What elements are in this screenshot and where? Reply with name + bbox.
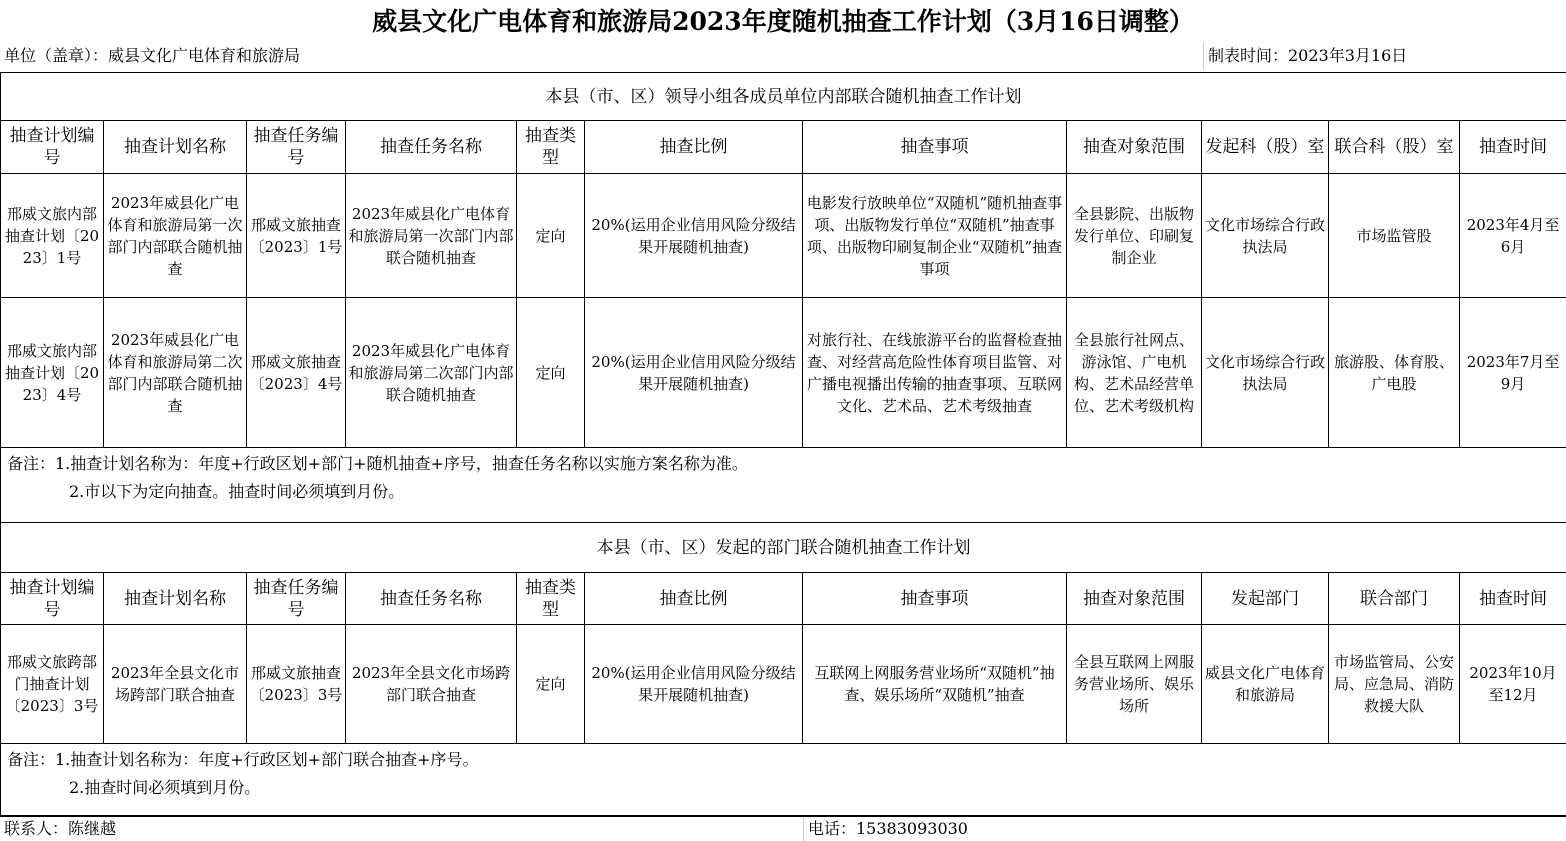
cell-scope: 全县互联网上网服务营业场所、娱乐场所 [1067,625,1202,744]
cell-plan-no: 邢威文旅内部抽查计划〔2023〕4号 [1,298,104,448]
cell-plan-no: 邢威文旅内部抽查计划〔2023〕1号 [1,174,104,298]
header-time: 抽查时间 [1460,573,1566,625]
section2-notes-row [1,744,1566,816]
header-task-name: 抽查任务名称 [346,573,517,625]
cell-time: 2023年10月至12月 [1460,625,1566,744]
section2-heading: 本县（市、区）发起的部门联合随机抽查工作计划 [1,523,1566,573]
cell-plan-no: 邢威文旅跨部门抽查计划〔2023〕3号 [1,625,104,744]
meta-row [0,40,1566,72]
cell-type: 定向 [517,298,585,448]
unit-label: 单位（盖章）：威县文化广电体育和旅游局 [4,40,300,72]
contact-person: 联系人：陈继越 [4,817,116,841]
section1-header-row [1,121,1566,174]
section1-table [0,72,1566,523]
section2-notes [1,744,1566,816]
table-row [1,625,1566,744]
cell-items: 电影发行放映单位“双随机”随机抽查事项、出版物发行单位“双随机”抽查事项、出版物印刷复制企业“双随机”抽查事项 [803,174,1067,298]
cell-type: 定向 [517,625,585,744]
header-joint: 联合部门 [1329,573,1460,625]
cell-ratio: 20%(运用企业信用风险分级结果开展随机抽查) [585,298,803,448]
cell-task-no: 邢威文旅抽查〔2023〕1号 [247,174,346,298]
cell-task-no: 邢威文旅抽查〔2023〕4号 [247,298,346,448]
cell-time: 2023年7月至9月 [1460,298,1566,448]
table-date: 制表时间：2023年3月16日 [1208,40,1407,72]
header-joint: 联合科（股）室 [1329,121,1460,174]
table-row [1,298,1566,448]
contact-phone: 电话：15383093030 [808,817,968,841]
cell-items: 互联网上网服务营业场所“双随机”抽查、娱乐场所“双随机”抽查 [803,625,1067,744]
cell-initiator: 文化市场综合行政执法局 [1202,298,1329,448]
cell-task-name: 2023年威县化广电体育和旅游局第二次部门内部联合随机抽查 [346,298,517,448]
header-initiator: 发起部门 [1202,573,1329,625]
header-scope: 抽查对象范围 [1067,121,1202,174]
cell-scope: 全县旅行社网点、游泳馆、广电机构、艺术品经营单位、艺术考级机构 [1067,298,1202,448]
cell-ratio: 20%(运用企业信用风险分级结果开展随机抽查) [585,174,803,298]
section1-note-2: 2.市以下为定向抽查。抽查时间必须填到月份。 [7,478,1560,506]
table-row [1,174,1566,298]
cell-items: 对旅行社、在线旅游平台的监督检查抽查、对经营高危险性体育项目监管、对广播电视播出传输的抽查事项、互联网文化、艺术品、艺术考级抽查 [803,298,1067,448]
cell-initiator: 文化市场综合行政执法局 [1202,174,1329,298]
header-scope: 抽查对象范围 [1067,573,1202,625]
section2-header-row [1,573,1566,625]
cell-type: 定向 [517,174,585,298]
header-plan-no: 抽查计划编号 [1,573,104,625]
header-initiator: 发起科（股）室 [1202,121,1329,174]
header-time: 抽查时间 [1460,121,1566,174]
cell-joint: 旅游股、体育股、广电股 [1329,298,1460,448]
cell-plan-name: 2023年威县化广电体育和旅游局第二次部门内部联合随机抽查 [104,298,247,448]
cell-task-no: 邢威文旅抽查〔2023〕3号 [247,625,346,744]
cell-time: 2023年4月至6月 [1460,174,1566,298]
section2-table [0,522,1566,816]
cell-ratio: 20%(运用企业信用风险分级结果开展随机抽查) [585,625,803,744]
section2-note-1: 备注：1.抽查计划名称为：年度+行政区划+部门联合抽查+序号。 [7,746,1560,774]
section2-note-2: 2.抽查时间必须填到月份。 [7,774,1560,802]
header-items: 抽查事项 [803,573,1067,625]
cell-scope: 全县影院、出版物发行单位、印刷复制企业 [1067,174,1202,298]
header-ratio: 抽查比例 [585,573,803,625]
header-plan-no: 抽查计划编号 [1,121,104,174]
cell-joint: 市场监管股 [1329,174,1460,298]
cell-task-name: 2023年威县化广电体育和旅游局第一次部门内部联合随机抽查 [346,174,517,298]
footer [0,816,1566,841]
header-type: 抽查类型 [517,573,585,625]
header-items: 抽查事项 [803,121,1067,174]
header-type: 抽查类型 [517,121,585,174]
cell-plan-name: 2023年全县文化市场跨部门联合抽查 [104,625,247,744]
cell-task-name: 2023年全县文化市场跨部门联合抽查 [346,625,517,744]
header-plan-name: 抽查计划名称 [104,121,247,174]
cell-joint: 市场监管局、公安局、应急局、消防救援大队 [1329,625,1460,744]
header-task-no: 抽查任务编号 [247,121,346,174]
meta-divider [1203,42,1204,70]
footer-divider [803,817,804,841]
cell-plan-name: 2023年威县化广电体育和旅游局第一次部门内部联合随机抽查 [104,174,247,298]
header-task-name: 抽查任务名称 [346,121,517,174]
cell-initiator: 威县文化广电体育和旅游局 [1202,625,1329,744]
section1-notes-row [1,448,1566,523]
section1-notes [1,448,1566,523]
section1-heading: 本县（市、区）领导小组各成员单位内部联合随机抽查工作计划 [1,73,1566,121]
section1-note-1: 备注：1.抽查计划名称为：年度+行政区划+部门+随机抽查+序号，抽查任务名称以实施方案名称为准。 [7,450,1560,478]
header-task-no: 抽查任务编号 [247,573,346,625]
header-plan-name: 抽查计划名称 [104,573,247,625]
header-ratio: 抽查比例 [585,121,803,174]
page-title: 威县文化广电体育和旅游局2023年度随机抽查工作计划（3月16日调整） [0,0,1566,40]
